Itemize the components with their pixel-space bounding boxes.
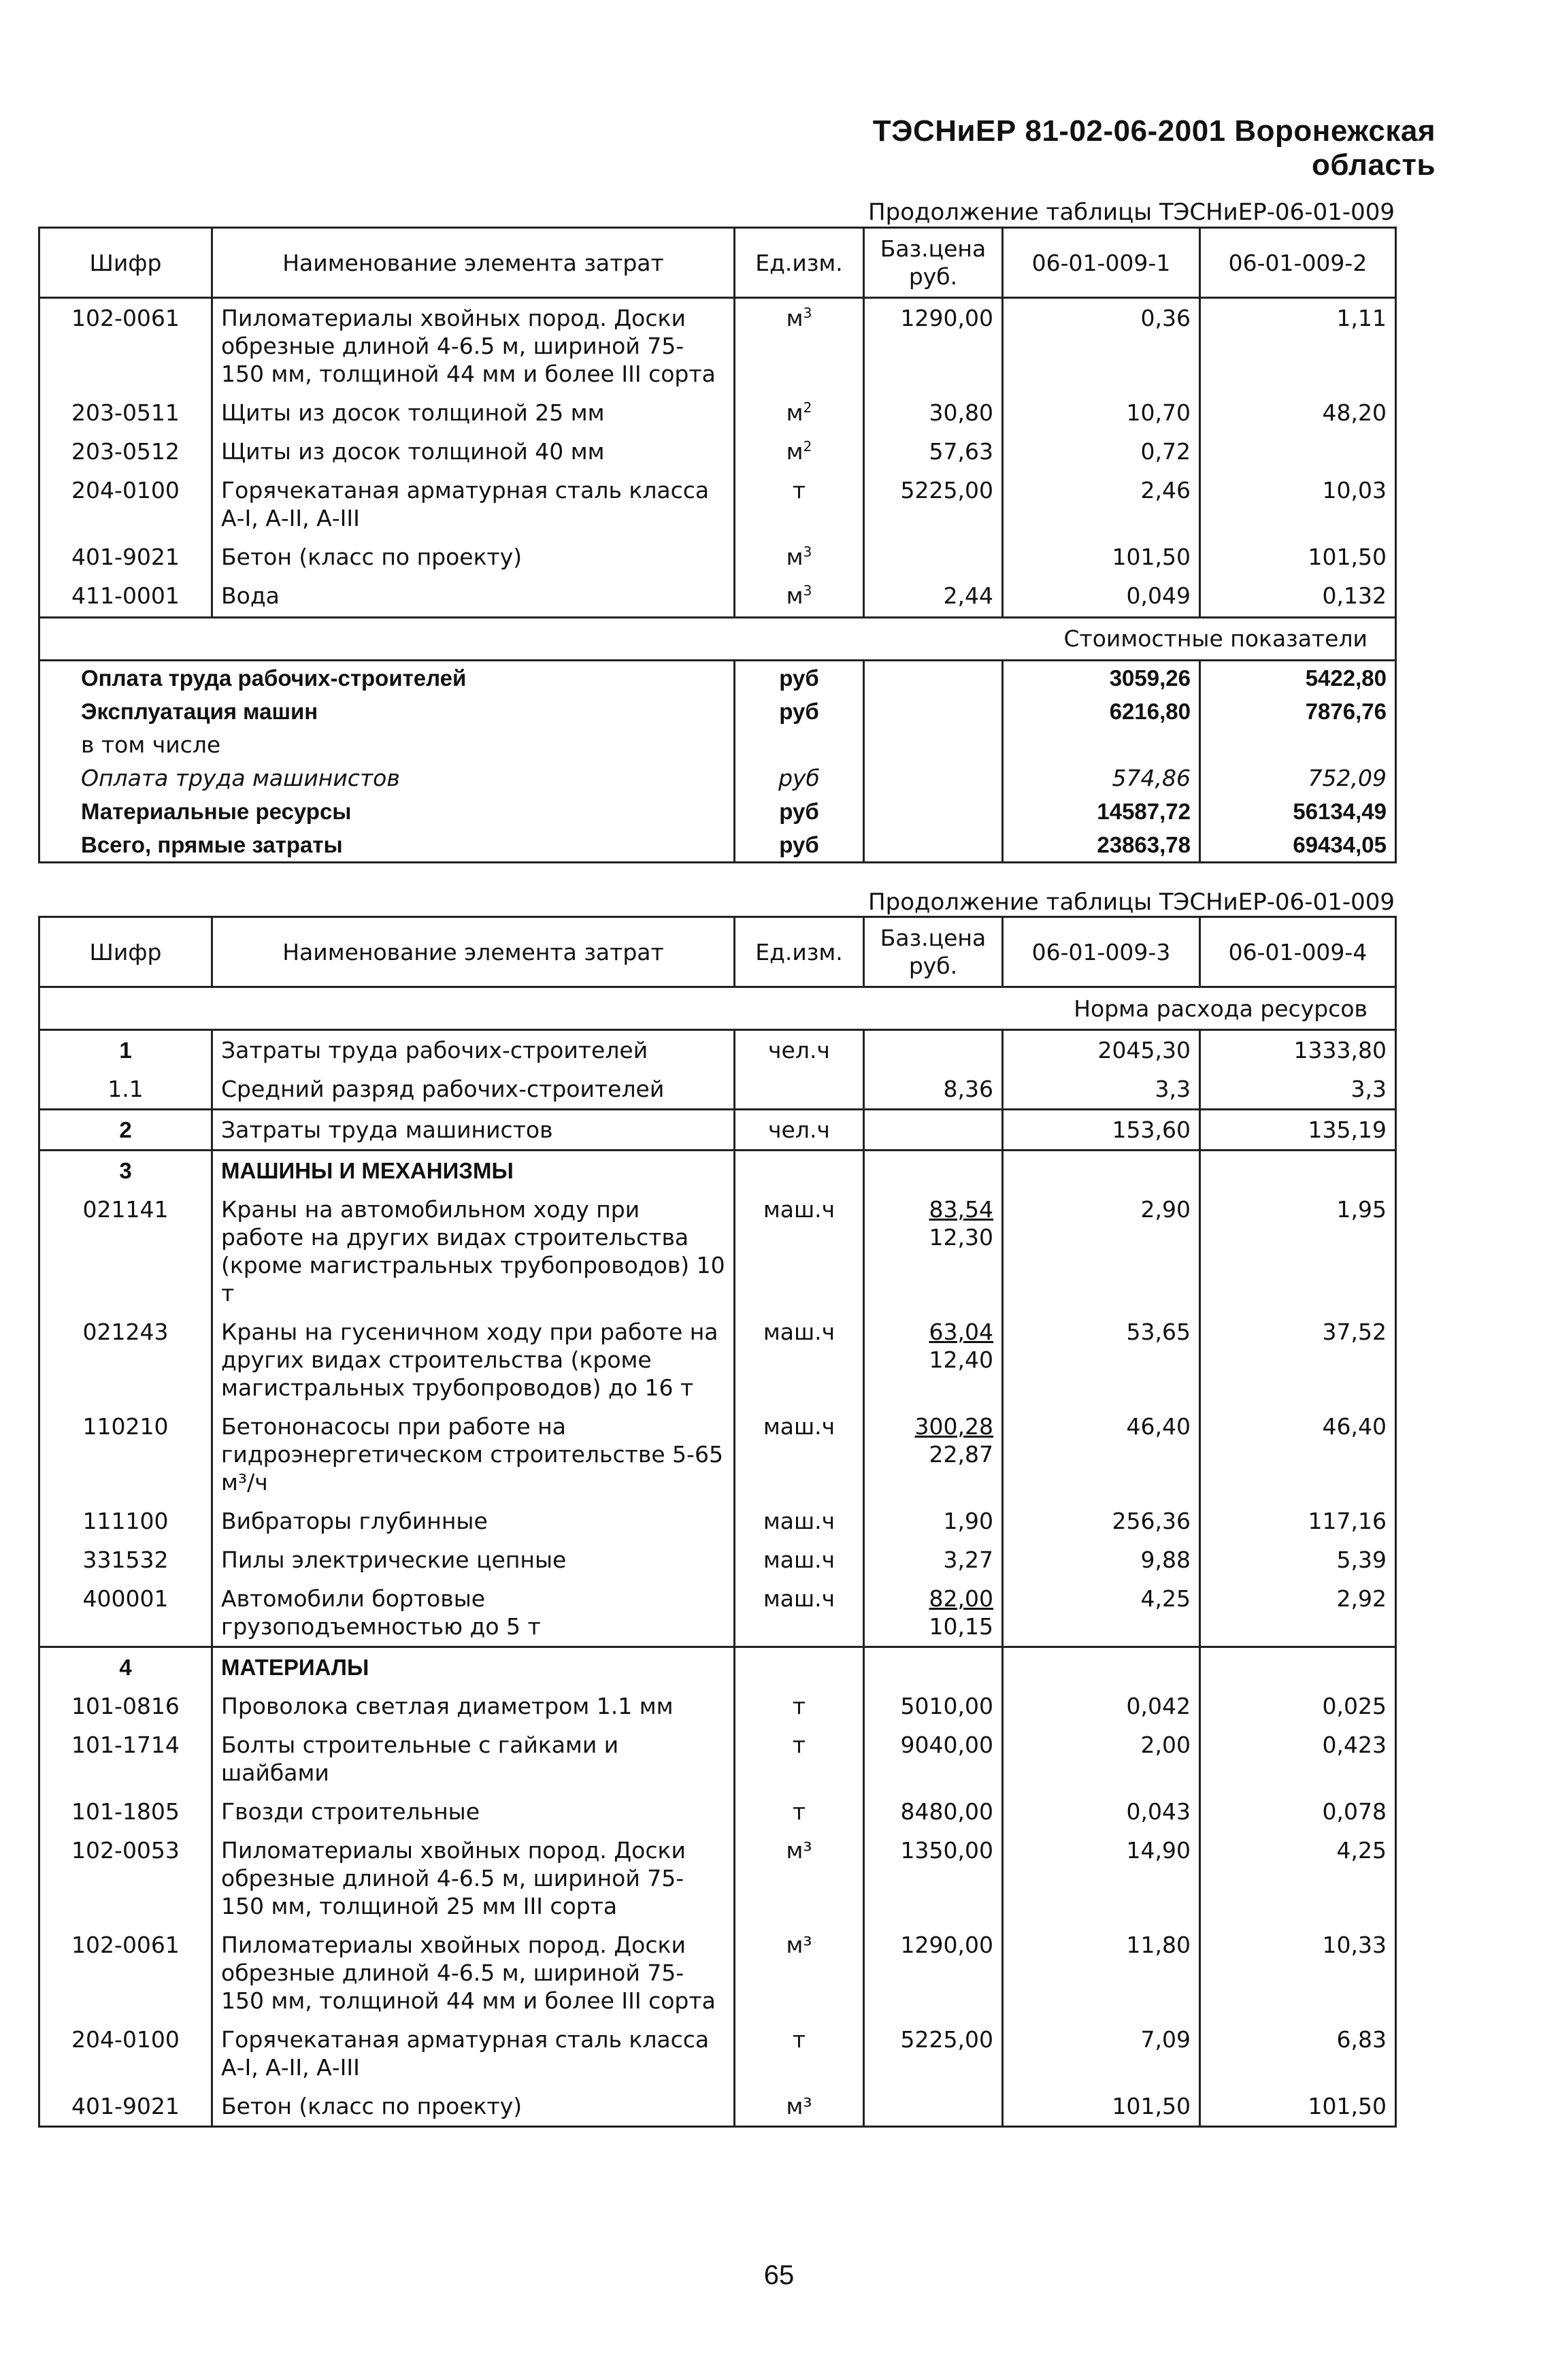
value-col-1: 0,36 [1003, 298, 1200, 394]
resource-code: 101-0816 [39, 1687, 212, 1725]
value-col-4: 2,92 [1200, 1579, 1396, 1647]
unit [735, 576, 864, 617]
unit-text: м [786, 582, 803, 609]
value-col-4: 4,25 [1200, 1831, 1396, 1926]
cost-row [39, 660, 1396, 695]
value-col-4: 101,50 [1200, 2087, 1396, 2127]
resource-name: Горячекатаная арматурная сталь класса А-I, А-II, А-III [212, 471, 735, 538]
resource-name: Краны на гусеничном ходу при работе на других видах строительства (кроме магистральных трубопроводов) до 16 т [212, 1312, 735, 1407]
value-col-4: 0,423 [1200, 1725, 1396, 1792]
value-col-3: 4,25 [1003, 1579, 1200, 1647]
base-price-value: 5010,00 [900, 1693, 993, 1719]
table-row [39, 1502, 1396, 1540]
cost-unit: руб [735, 660, 864, 695]
cost-price [864, 795, 1003, 828]
unit-text: м [786, 399, 803, 426]
base-price-value: 3,27 [943, 1547, 993, 1573]
resource-code: 1.1 [39, 1070, 212, 1110]
base-price [864, 1579, 1003, 1647]
column-header: Шифр [39, 228, 212, 298]
cost-price [864, 695, 1003, 728]
table-row [39, 1070, 1396, 1110]
unit: чел.ч [735, 1030, 864, 1070]
resource-code: 021243 [39, 1312, 212, 1407]
resource-code: 102-0061 [39, 298, 212, 394]
value-col-3: 7,09 [1003, 2020, 1200, 2087]
unit-superscript: 3 [803, 582, 812, 599]
value-col-3: 11,80 [1003, 1926, 1200, 2020]
value-col-3: 101,50 [1003, 2087, 1200, 2127]
resource-name: Горячекатаная арматурная сталь класса А-I, А-II, А-III [212, 2020, 735, 2087]
base-price-value: 83,54 [929, 1196, 993, 1223]
cost-row [39, 795, 1396, 828]
base-price-value: 82,00 [929, 1585, 993, 1612]
section-band [39, 987, 1396, 1030]
resource-code: 4 [39, 1647, 212, 1687]
value-col-1: 10,70 [1003, 393, 1200, 432]
resource-code: 400001 [39, 1579, 212, 1647]
unit: м³ [735, 2087, 864, 2127]
base-price-value: 1350,00 [900, 1837, 993, 1864]
base-price-labor: 10,15 [929, 1613, 993, 1640]
table1-header-row [39, 228, 1396, 298]
resource-code: 101-1714 [39, 1725, 212, 1792]
unit [735, 1647, 864, 1687]
resource-code: 204-0100 [39, 2020, 212, 2087]
column-header: 06-01-009-4 [1200, 917, 1396, 987]
base-price [864, 1725, 1003, 1792]
band-label: Норма расхода ресурсов [39, 987, 1396, 1030]
column-header: Ед.изм. [735, 917, 864, 987]
base-price-value: 8,36 [943, 1076, 993, 1102]
base-price-value: 5225,00 [900, 2026, 993, 2053]
cost-value-2 [1200, 728, 1396, 761]
resource-code: 102-0061 [39, 1926, 212, 2020]
cost-value-2: 56134,49 [1200, 795, 1396, 828]
resource-code: 401-9021 [39, 2087, 212, 2127]
cost-unit: руб [735, 695, 864, 728]
table-row [39, 1647, 1396, 1687]
unit: маш.ч [735, 1579, 864, 1647]
value-col-3 [1003, 1647, 1200, 1687]
table2-header-row [39, 917, 1396, 987]
unit-text: м [786, 544, 803, 570]
column-header: Ед.изм. [735, 228, 864, 298]
resource-code: 401-9021 [39, 538, 212, 576]
base-price [864, 1312, 1003, 1407]
table-row [39, 1110, 1396, 1151]
cost-value-1: 14587,72 [1003, 795, 1200, 828]
value-col-3: 2,00 [1003, 1725, 1200, 1792]
value-col-2: 10,03 [1200, 471, 1396, 538]
table-row [39, 538, 1396, 576]
unit: м³ [735, 1831, 864, 1926]
cost-row [39, 695, 1396, 728]
table-row [39, 2020, 1396, 2087]
resource-name: Бетон (класс по проекту) [212, 2087, 735, 2127]
cost-value-1: 23863,78 [1003, 828, 1200, 863]
column-header: 06-01-009-2 [1200, 228, 1396, 298]
column-header: Баз.цена руб. [864, 917, 1003, 987]
table-row [39, 1190, 1396, 1312]
table2-caption: Продолжение таблицы ТЭСНиЕР-06-01-009 [868, 889, 1395, 916]
unit: маш.ч [735, 1312, 864, 1407]
value-col-3: 153,60 [1003, 1110, 1200, 1151]
resource-code: 331532 [39, 1540, 212, 1579]
resource-code: 021141 [39, 1190, 212, 1312]
cost-label: Материальные ресурсы [39, 795, 735, 828]
resource-code: 203-0512 [39, 432, 212, 471]
cost-label: Оплата труда машинистов [39, 761, 735, 795]
base-price [864, 1070, 1003, 1110]
value-col-2 [1200, 432, 1396, 471]
unit: маш.ч [735, 1407, 864, 1502]
base-price-labor: 12,40 [929, 1346, 993, 1373]
cost-unit: руб [735, 795, 864, 828]
cost-price [864, 660, 1003, 695]
cost-value-1: 574,86 [1003, 761, 1200, 795]
resource-code: 102-0053 [39, 1831, 212, 1926]
base-price-value: 1290,00 [900, 1932, 993, 1958]
value-col-4: 0,078 [1200, 1792, 1396, 1831]
value-col-1: 0,049 [1003, 576, 1200, 617]
table-row [39, 1312, 1396, 1407]
base-price [864, 1687, 1003, 1725]
table-row [39, 471, 1396, 538]
resource-code: 110210 [39, 1407, 212, 1502]
resource-code: 203-0511 [39, 393, 212, 432]
resource-code: 101-1805 [39, 1792, 212, 1831]
unit-superscript: 2 [803, 399, 812, 416]
unit: маш.ч [735, 1502, 864, 1540]
unit: маш.ч [735, 1540, 864, 1579]
resource-name: Затраты труда машинистов [212, 1110, 735, 1151]
cost-value-2: 69434,05 [1200, 828, 1396, 863]
value-col-4 [1200, 1647, 1396, 1687]
value-col-4: 46,40 [1200, 1407, 1396, 1502]
base-price-value: 9040,00 [900, 1732, 993, 1758]
base-price [864, 1407, 1003, 1502]
table-row [39, 1151, 1396, 1191]
base-price [864, 538, 1003, 576]
base-price: 2,44 [864, 576, 1003, 617]
resource-name: Пилы электрические цепные [212, 1540, 735, 1579]
base-price-value: 300,28 [914, 1413, 993, 1440]
cost-value-2: 752,09 [1200, 761, 1396, 795]
value-col-1: 0,72 [1003, 432, 1200, 471]
resource-code: 1 [39, 1030, 212, 1070]
resource-name: Автомобили бортовые грузоподъемностью до 5 т [212, 1579, 735, 1647]
value-col-4: 3,3 [1200, 1070, 1396, 1110]
value-col-2: 48,20 [1200, 393, 1396, 432]
cost-unit: руб [735, 828, 864, 863]
table-row [39, 2087, 1396, 2127]
value-col-4: 10,33 [1200, 1926, 1396, 2020]
base-price-labor: 22,87 [929, 1441, 993, 1468]
base-price-value: 63,04 [929, 1319, 993, 1345]
band-label: Стоимостные показатели [39, 617, 1396, 660]
base-price [864, 1540, 1003, 1579]
base-price: 1290,00 [864, 298, 1003, 394]
cost-label: в том числе [39, 728, 735, 761]
unit-superscript: 3 [803, 305, 812, 321]
resource-name: Щиты из досок толщиной 25 мм [212, 393, 735, 432]
value-col-4: 1,95 [1200, 1190, 1396, 1312]
value-col-4: 5,39 [1200, 1540, 1396, 1579]
unit [735, 432, 864, 471]
cost-value-2: 7876,76 [1200, 695, 1396, 728]
table-row [39, 393, 1396, 432]
cost-value-1: 3059,26 [1003, 660, 1200, 695]
base-price-value: 1,90 [943, 1508, 993, 1534]
column-header: Наименование элемента затрат [212, 917, 735, 987]
table-row [39, 1030, 1396, 1070]
value-col-3: 14,90 [1003, 1831, 1200, 1926]
value-col-1: 2,46 [1003, 471, 1200, 538]
resource-name: Проволока светлая диаметром 1.1 мм [212, 1687, 735, 1725]
value-col-3: 0,042 [1003, 1687, 1200, 1725]
table-1 [38, 227, 1397, 863]
base-price [864, 1831, 1003, 1926]
table-row [39, 1687, 1396, 1725]
value-col-3: 2,90 [1003, 1190, 1200, 1312]
table-row [39, 1926, 1396, 2020]
base-price [864, 1792, 1003, 1831]
value-col-3: 9,88 [1003, 1540, 1200, 1579]
cost-price [864, 728, 1003, 761]
resource-name: МАШИНЫ И МЕХАНИЗМЫ [212, 1151, 735, 1191]
unit-text: т [792, 477, 806, 503]
resource-code: 411-0001 [39, 576, 212, 617]
cost-label: Эксплуатация машин [39, 695, 735, 728]
cost-unit: руб [735, 761, 864, 795]
value-col-4: 37,52 [1200, 1312, 1396, 1407]
base-price [864, 2020, 1003, 2087]
value-col-2: 101,50 [1200, 538, 1396, 576]
resource-name: Пиломатериалы хвойных пород. Доски обрезные длиной 4-6.5 м, шириной 75-150 мм, толщиной 44 мм и более III сорта [212, 298, 735, 394]
table-row [39, 576, 1396, 617]
value-col-2: 0,132 [1200, 576, 1396, 617]
unit: т [735, 1725, 864, 1792]
table-row [39, 432, 1396, 471]
cost-price [864, 828, 1003, 863]
column-header: Шифр [39, 917, 212, 987]
resource-code: 204-0100 [39, 471, 212, 538]
base-price [864, 1190, 1003, 1312]
value-col-4: 1333,80 [1200, 1030, 1396, 1070]
base-price-labor: 12,30 [929, 1224, 993, 1251]
table1-caption: Продолжение таблицы ТЭСНиЕР-06-01-009 [868, 199, 1395, 226]
base-price [864, 1502, 1003, 1540]
unit: м³ [735, 1926, 864, 2020]
unit [735, 471, 864, 538]
value-col-4: 135,19 [1200, 1110, 1396, 1151]
unit-text: м [786, 305, 803, 331]
table-row [39, 1407, 1396, 1502]
cost-row [39, 828, 1396, 863]
base-price [864, 1647, 1003, 1687]
resource-code: 111100 [39, 1502, 212, 1540]
base-price [864, 1110, 1003, 1151]
table-row [39, 1831, 1396, 1926]
resource-name: Болты строительные с гайками и шайбами [212, 1725, 735, 1792]
resource-name: Бетононасосы при работе на гидроэнергетическом строительстве 5-65 м³/ч [212, 1407, 735, 1502]
value-col-3: 3,3 [1003, 1070, 1200, 1110]
cost-value-1: 6216,80 [1003, 695, 1200, 728]
base-price: 57,63 [864, 432, 1003, 471]
resource-code: 3 [39, 1151, 212, 1191]
value-col-3 [1003, 1151, 1200, 1191]
resource-code: 2 [39, 1110, 212, 1151]
cost-price [864, 761, 1003, 795]
cost-value-1 [1003, 728, 1200, 761]
unit-text: м [786, 438, 803, 465]
value-col-3: 2045,30 [1003, 1030, 1200, 1070]
value-col-4 [1200, 1151, 1396, 1191]
resource-name: Краны на автомобильном ходу при работе на других видах строительства (кроме магистральных трубопроводов) 10 т [212, 1190, 735, 1312]
unit-superscript: 2 [803, 438, 812, 454]
value-col-4: 117,16 [1200, 1502, 1396, 1540]
base-price [864, 2087, 1003, 2127]
resource-name: Щиты из досок толщиной 40 мм [212, 432, 735, 471]
section-band [39, 617, 1396, 660]
value-col-3: 53,65 [1003, 1312, 1200, 1407]
resource-name: МАТЕРИАЛЫ [212, 1647, 735, 1687]
value-col-4: 0,025 [1200, 1687, 1396, 1725]
base-price [864, 1151, 1003, 1191]
table-row [39, 1579, 1396, 1647]
unit: т [735, 1687, 864, 1725]
base-price-value: 8480,00 [900, 1798, 993, 1825]
unit [735, 298, 864, 394]
resource-name: Средний разряд рабочих-строителей [212, 1070, 735, 1110]
cost-label: Всего, прямые затраты [39, 828, 735, 863]
value-col-2: 1,11 [1200, 298, 1396, 394]
column-header: Наименование элемента затрат [212, 228, 735, 298]
table-row [39, 298, 1396, 394]
value-col-3: 46,40 [1003, 1407, 1200, 1502]
table-row [39, 1792, 1396, 1831]
table-2 [38, 916, 1397, 2128]
resource-name: Бетон (класс по проекту) [212, 538, 735, 576]
cost-value-2: 5422,80 [1200, 660, 1396, 695]
cost-row [39, 761, 1396, 795]
unit: т [735, 1792, 864, 1831]
page-number: 65 [763, 2260, 795, 2290]
table-row [39, 1725, 1396, 1792]
column-header: 06-01-009-3 [1003, 917, 1200, 987]
value-col-1: 101,50 [1003, 538, 1200, 576]
unit-superscript: 3 [803, 544, 812, 560]
resource-name: Пиломатериалы хвойных пород. Доски обрезные длиной 4-6.5 м, шириной 75-150 мм, толщиной 25 мм III сорта [212, 1831, 735, 1926]
unit [735, 1151, 864, 1191]
base-price [864, 1030, 1003, 1070]
cost-label: Оплата труда рабочих-строителей [39, 660, 735, 695]
document-header: ТЭСНиЕР 81-02-06-2001 Воронежская область [872, 114, 1436, 182]
base-price [864, 1926, 1003, 2020]
resource-name: Гвозди строительные [212, 1792, 735, 1831]
unit [735, 538, 864, 576]
resource-name: Вибраторы глубинные [212, 1502, 735, 1540]
unit: чел.ч [735, 1110, 864, 1151]
value-col-4: 6,83 [1200, 2020, 1396, 2087]
unit: маш.ч [735, 1190, 864, 1312]
table-row [39, 1540, 1396, 1579]
resource-name: Пиломатериалы хвойных пород. Доски обрезные длиной 4-6.5 м, шириной 75-150 мм, толщиной 44 мм и более III сорта [212, 1926, 735, 2020]
resource-name: Затраты труда рабочих-строителей [212, 1030, 735, 1070]
base-price: 30,80 [864, 393, 1003, 432]
column-header: Баз.цена руб. [864, 228, 1003, 298]
column-header: 06-01-009-1 [1003, 228, 1200, 298]
unit: т [735, 2020, 864, 2087]
base-price: 5225,00 [864, 471, 1003, 538]
value-col-3: 0,043 [1003, 1792, 1200, 1831]
value-col-3: 256,36 [1003, 1502, 1200, 1540]
resource-name: Вода [212, 576, 735, 617]
unit [735, 1070, 864, 1110]
cost-row [39, 728, 1396, 761]
cost-unit [735, 728, 864, 761]
unit [735, 393, 864, 432]
